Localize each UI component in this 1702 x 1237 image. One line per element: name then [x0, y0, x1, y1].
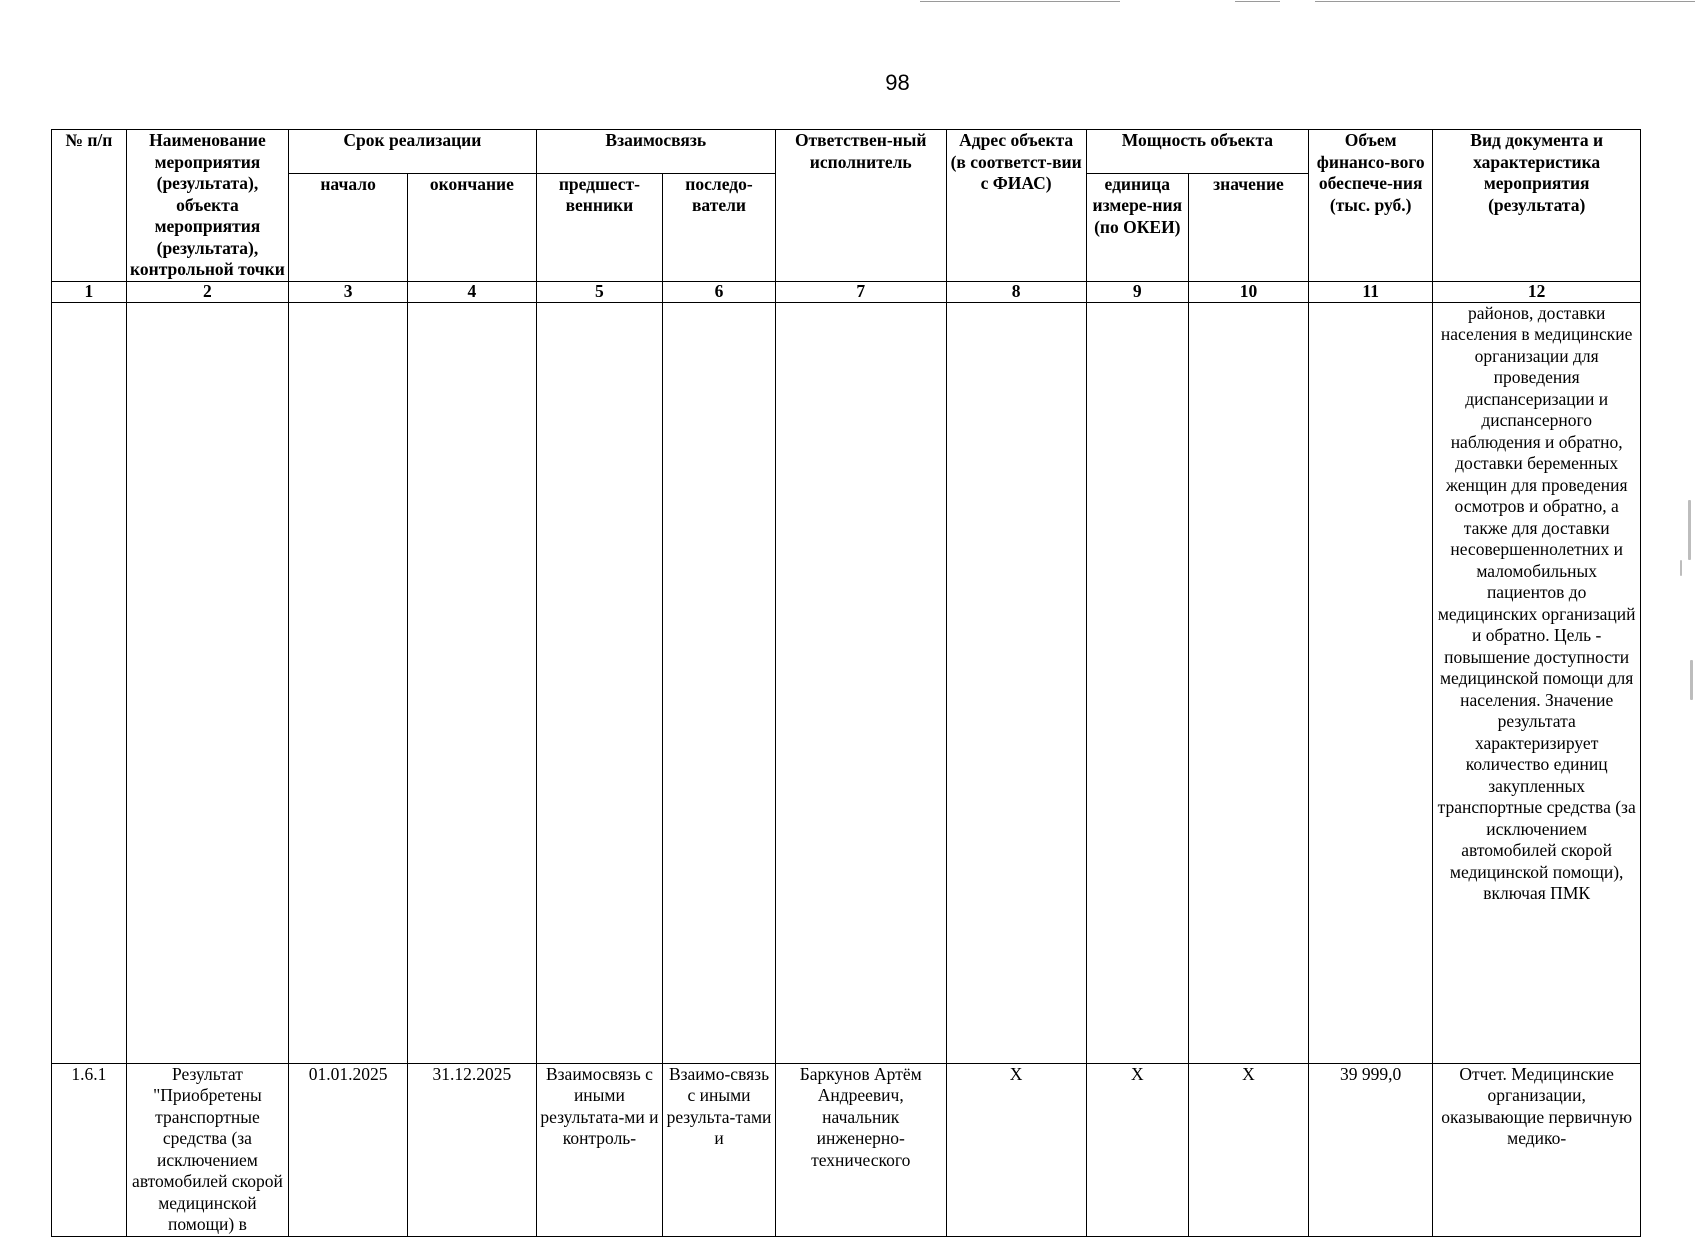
row-doc-type: Отчет. Медицинские организации, оказывающие первичную медико- [1433, 1063, 1641, 1236]
table-cell-empty [536, 302, 662, 1063]
header-doc-type: Вид документа и характеристика мероприятия (результата) [1433, 130, 1641, 282]
header-unit: единица измере-ния (по ОКЕИ) [1086, 173, 1188, 281]
scan-artifact-speck [1680, 560, 1682, 576]
column-number: 12 [1433, 281, 1641, 302]
row-address: X [946, 1063, 1086, 1236]
table-cell-empty [1086, 302, 1188, 1063]
column-number: 1 [52, 281, 127, 302]
row-funding: 39 999,0 [1309, 1063, 1433, 1236]
header-start: начало [289, 173, 408, 281]
header-end: окончание [408, 173, 537, 281]
table-cell-empty [775, 302, 946, 1063]
column-number: 6 [663, 281, 776, 302]
row-value: X [1188, 1063, 1308, 1236]
page-number: 98 [885, 70, 910, 95]
table-row [52, 1063, 1641, 1236]
table-cell-empty [289, 302, 408, 1063]
continuation-doc-text: районов, доставки населения в медицинские организации для проведения диспансеризации и диспансерного наблюдения и обратно, доставки беременных женщин для проведения осмотров и обратно, а также для доставки несовершеннолетних и маломобильных пациентов до медицинских организаций и обратно. Цель - повышение доступности медицинской помощи для населения. Значение результата характеризирует количество единиц закупленных транспортные средства (за исключением автомобилей скорой медицинской помощи), включая ПМК [1433, 302, 1641, 1063]
column-number: 2 [126, 281, 288, 302]
header-capacity: Мощность объекта [1086, 130, 1308, 174]
scan-artifact-line [920, 1, 1120, 2]
column-number: 5 [536, 281, 662, 302]
column-number: 11 [1309, 281, 1433, 302]
header-predecessors: предшест-венники [536, 173, 662, 281]
header-relation: Взаимосвязь [536, 130, 775, 174]
row-unit: X [1086, 1063, 1188, 1236]
table-row-continuation [52, 302, 1641, 1063]
column-number: 8 [946, 281, 1086, 302]
column-number-row [52, 281, 1641, 302]
row-number: 1.6.1 [52, 1063, 127, 1236]
table-cell-empty [1309, 302, 1433, 1063]
row-predecessors: Взаимосвязь с иными результата-ми и контроль- [536, 1063, 662, 1236]
scan-artifact-speck [1688, 500, 1691, 560]
header-address: Адрес объекта (в соответст-вии с ФИАС) [946, 130, 1086, 282]
header-name: Наименование мероприятия (результата), объекта мероприятия (результата), контрольной точки [126, 130, 288, 282]
header-funding: Объем финансо-вого обеспече-ния (тыс. руб.) [1309, 130, 1433, 282]
scan-artifact-line [1235, 1, 1280, 2]
row-responsible: Баркунов Артём Андреевич, начальник инженерно-технического [775, 1063, 946, 1236]
column-number: 9 [1086, 281, 1188, 302]
header-period: Срок реализации [289, 130, 537, 174]
column-number: 3 [289, 281, 408, 302]
header-successors: последо-ватели [663, 173, 776, 281]
activities-table [51, 129, 1641, 1237]
header-responsible: Ответствен-ный исполнитель [775, 130, 946, 282]
scan-artifact-speck [1690, 660, 1693, 700]
table-cell-empty [126, 302, 288, 1063]
column-number: 10 [1188, 281, 1308, 302]
table-cell-empty [946, 302, 1086, 1063]
table-cell-empty [663, 302, 776, 1063]
table-cell-empty [1188, 302, 1308, 1063]
row-name: Результат "Приобретены транспортные средства (за исключением автомобилей скорой медицинской помощи) в [126, 1063, 288, 1236]
column-number: 4 [408, 281, 537, 302]
row-end-date: 31.12.2025 [408, 1063, 537, 1236]
table-cell-empty [408, 302, 537, 1063]
scan-artifact-line [1315, 1, 1695, 2]
column-number: 7 [775, 281, 946, 302]
header-value: значение [1188, 173, 1308, 281]
row-successors: Взаимо-связь с иными результа-тами и [663, 1063, 776, 1236]
row-start-date: 01.01.2025 [289, 1063, 408, 1236]
table-cell-empty [52, 302, 127, 1063]
header-num: № п/п [52, 130, 127, 282]
